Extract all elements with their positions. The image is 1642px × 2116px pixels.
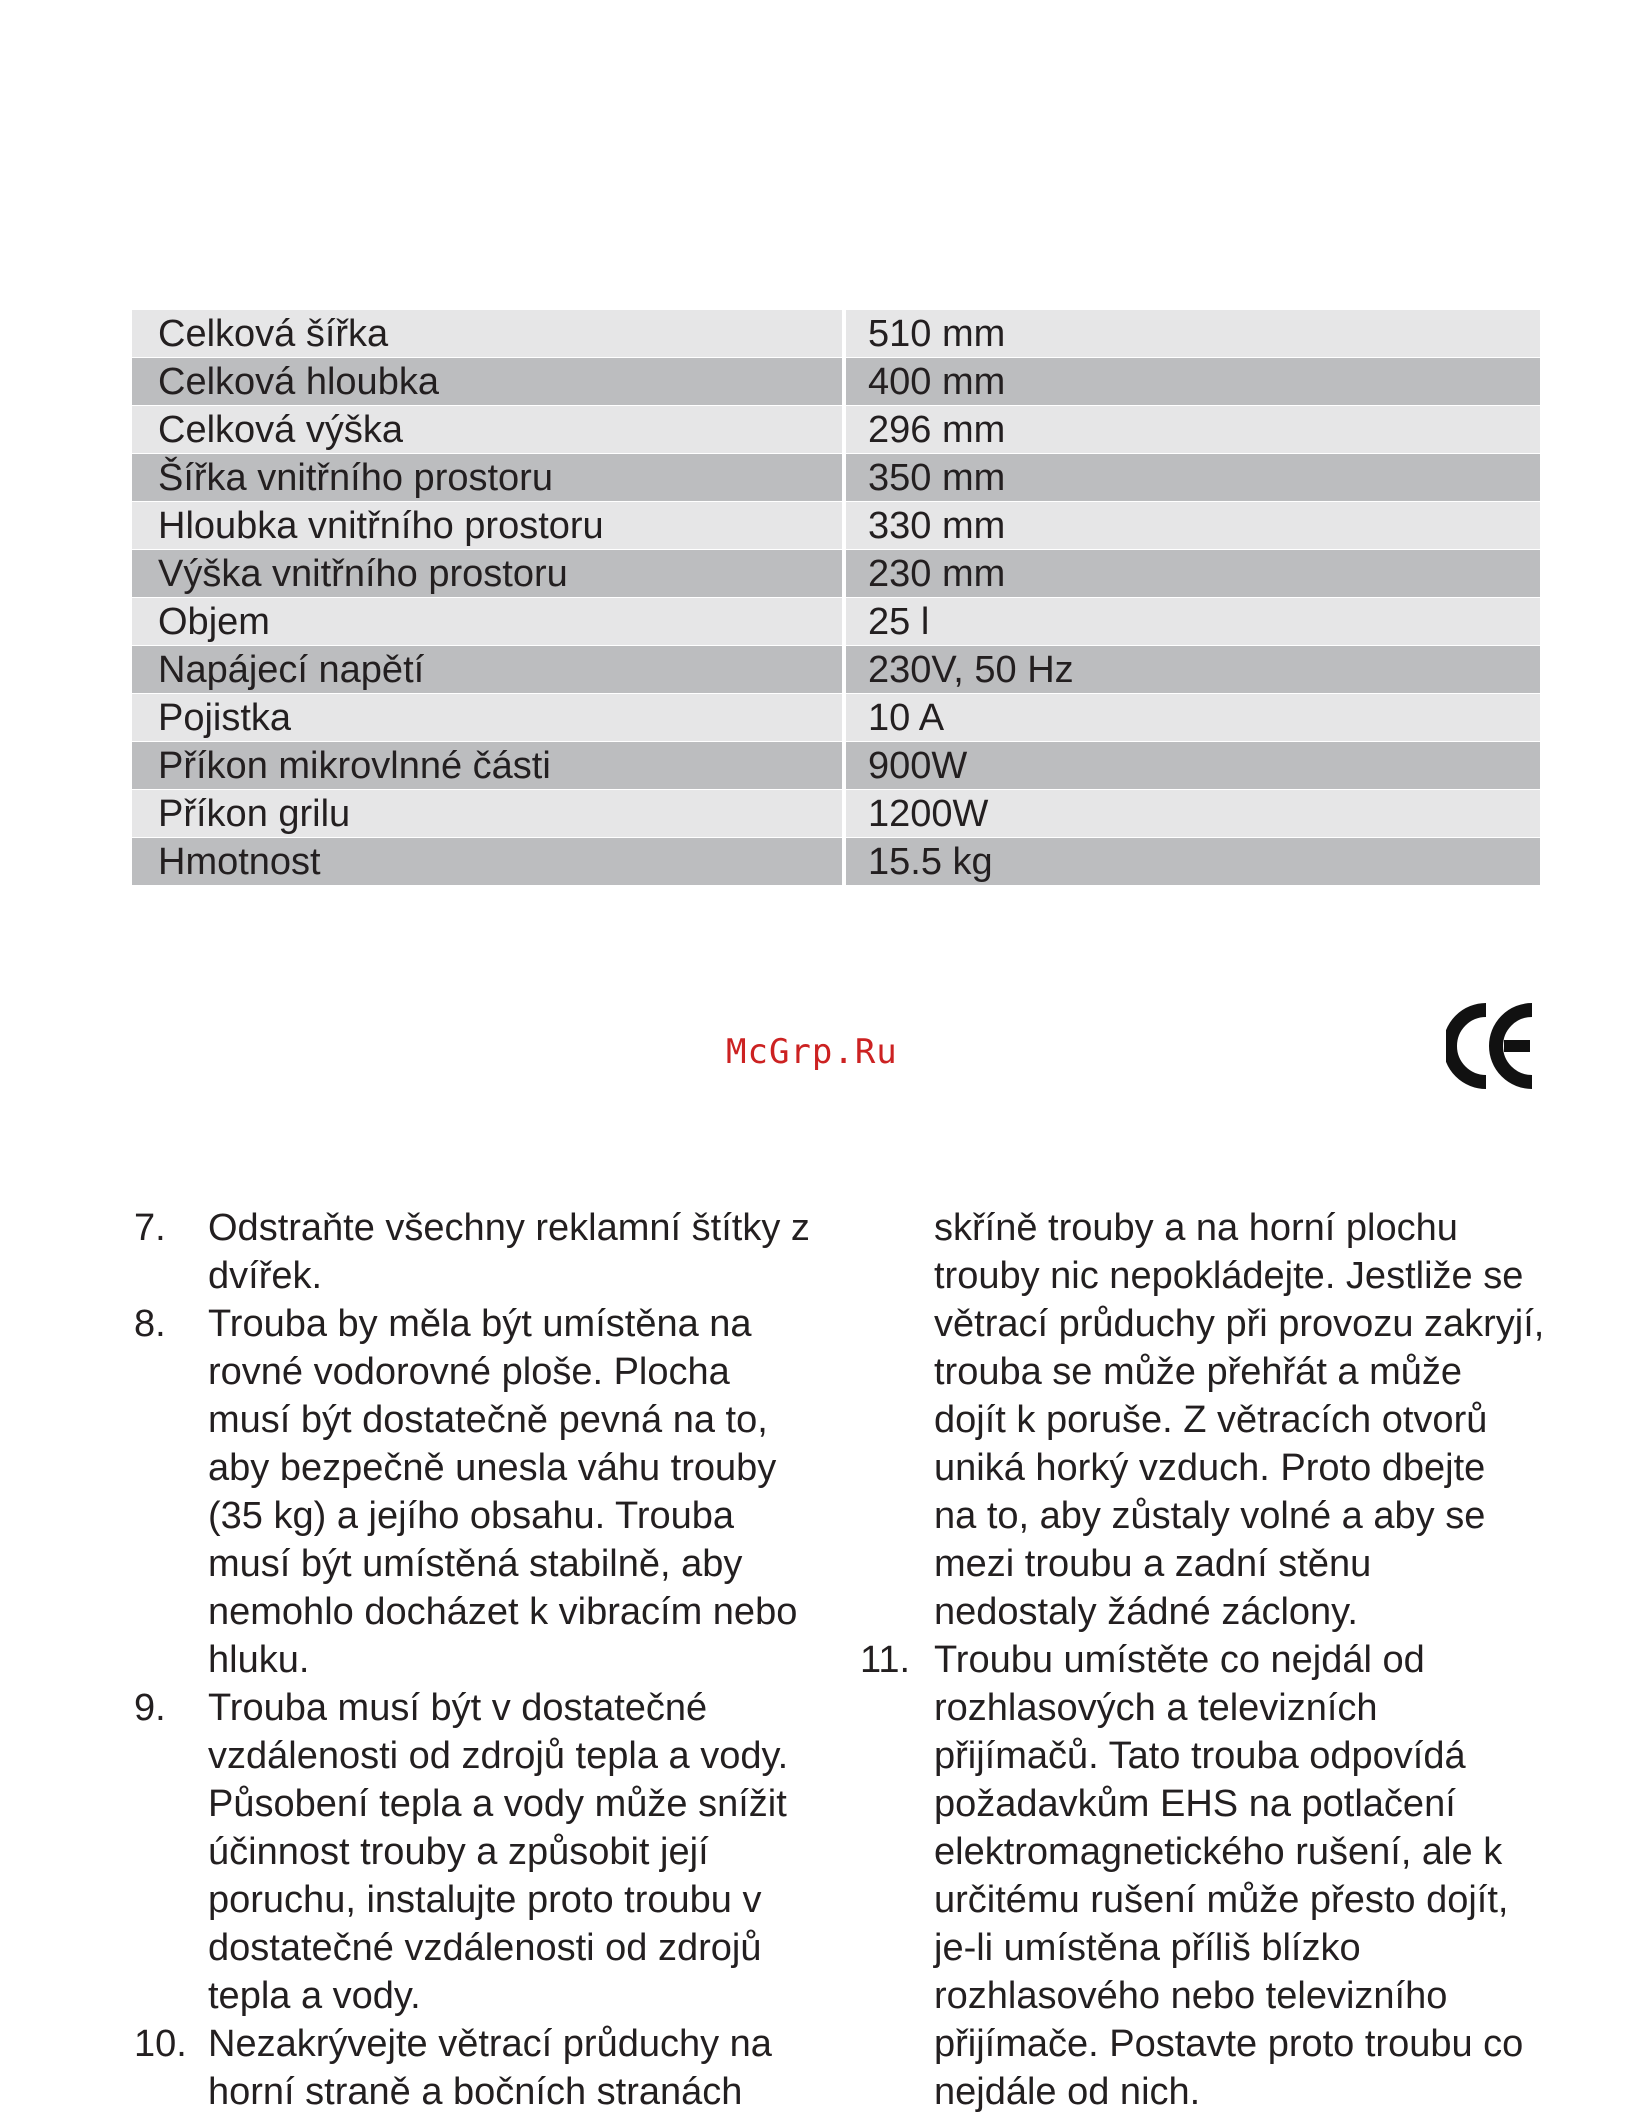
list-item <box>134 1204 834 1300</box>
table-row <box>132 454 1540 502</box>
spec-value: 350 mm <box>846 454 1540 501</box>
watermark: McGrp.Ru <box>726 1032 898 1072</box>
spec-label: Příkon mikrovlnné části <box>132 742 842 789</box>
list-item <box>134 1300 834 1684</box>
spec-label: Pojistka <box>132 694 842 741</box>
spec-value: 25 l <box>846 598 1540 645</box>
table-row <box>132 406 1540 454</box>
ce-mark-icon <box>1446 1002 1536 1090</box>
list-item-text: Trouba by měla být umístěna na rovné vodorovné ploše. Plocha musí být dostatečně pevná na to, aby bezpečně unesla váhu trouby (35 kg) a jejího obsahu. Trouba musí být umístěná stabilně, aby nemohlo docházet k vibracím nebo hluku. <box>208 1303 798 1681</box>
item-10-continuation: skříně trouby a na horní plochu trouby nic nepokládejte. Jestliže se větrací průduchy při provozu zakryjí, trouba se může přehřát a může dojít k poruše. Z větracích otvorů uniká horký vzduch. Proto dbejte na to, aby zůstaly volné a aby se mezi troubu a zadní stěnu nedostaly žádné záclony. <box>934 1207 1545 1633</box>
table-row <box>132 694 1540 742</box>
spec-label: Hloubka vnitřního prostoru <box>132 502 842 549</box>
list-item-number: 10. <box>134 2023 187 2065</box>
table-row <box>132 310 1540 358</box>
spec-value: 230 mm <box>846 550 1540 597</box>
spec-value: 900W <box>846 742 1540 789</box>
spec-label: Napájecí napětí <box>132 646 842 693</box>
spec-label: Celková šířka <box>132 310 842 357</box>
list-item <box>134 2020 834 2116</box>
spec-value: 330 mm <box>846 502 1540 549</box>
spec-value: 230V, 50 Hz <box>846 646 1540 693</box>
spec-value: 296 mm <box>846 406 1540 453</box>
table-row <box>132 790 1540 838</box>
spec-label: Výška vnitřního prostoru <box>132 550 842 597</box>
instructions-left-column <box>134 1204 834 2116</box>
list-item-number: 8. <box>134 1303 166 1345</box>
table-row <box>132 550 1540 598</box>
list-item-text: Odstraňte všechny reklamní štítky z dvířek. <box>208 1207 810 1297</box>
spec-label: Celková hloubka <box>132 358 842 405</box>
list-item-number: 7. <box>134 1207 166 1249</box>
list-item <box>860 1636 1570 2116</box>
list-item <box>134 1684 834 2020</box>
instructions-right-column <box>860 1204 1570 2116</box>
list-item-number: 11. <box>860 1639 911 1681</box>
spec-label: Příkon grilu <box>132 790 842 837</box>
table-row <box>132 742 1540 790</box>
spec-table <box>132 310 1540 886</box>
spec-value: 400 mm <box>846 358 1540 405</box>
spec-value: 1200W <box>846 790 1540 837</box>
spec-value: 510 mm <box>846 310 1540 357</box>
list-item-text: Trouba musí být v dostatečné vzdálenosti od zdrojů tepla a vody. Působení tepla a vody může snížit účinnost trouby a způsobit její poruchu, instalujte proto troubu v dostatečné vzdálenosti od zdrojů tepla a vody. <box>208 1687 789 2017</box>
spec-label: Celková výška <box>132 406 842 453</box>
spec-label: Šířka vnitřního prostoru <box>132 454 842 501</box>
table-row <box>132 838 1540 886</box>
table-row <box>132 646 1540 694</box>
spec-label: Hmotnost <box>132 838 842 885</box>
spec-value: 15.5 kg <box>846 838 1540 885</box>
spec-value: 10 A <box>846 694 1540 741</box>
list-item-number: 9. <box>134 1687 166 1729</box>
table-row <box>132 502 1540 550</box>
list-item-text: Troubu umístěte co nejdál od rozhlasových a televizních přijímačů. Tato trouba odpovídá požadavkům EHS na potlačení elektromagnetického rušení, ale k určitému rušení může přesto dojít, je-li umístěna příliš blízko rozhlasového nebo televizního přijímače. Postavte proto troubu co nejdále od nich. <box>934 1639 1524 2113</box>
spec-label: Objem <box>132 598 842 645</box>
table-row <box>132 358 1540 406</box>
table-row <box>132 598 1540 646</box>
list-item-text: Nezakrývejte větrací průduchy na horní straně a bočních stranách <box>208 2023 772 2113</box>
